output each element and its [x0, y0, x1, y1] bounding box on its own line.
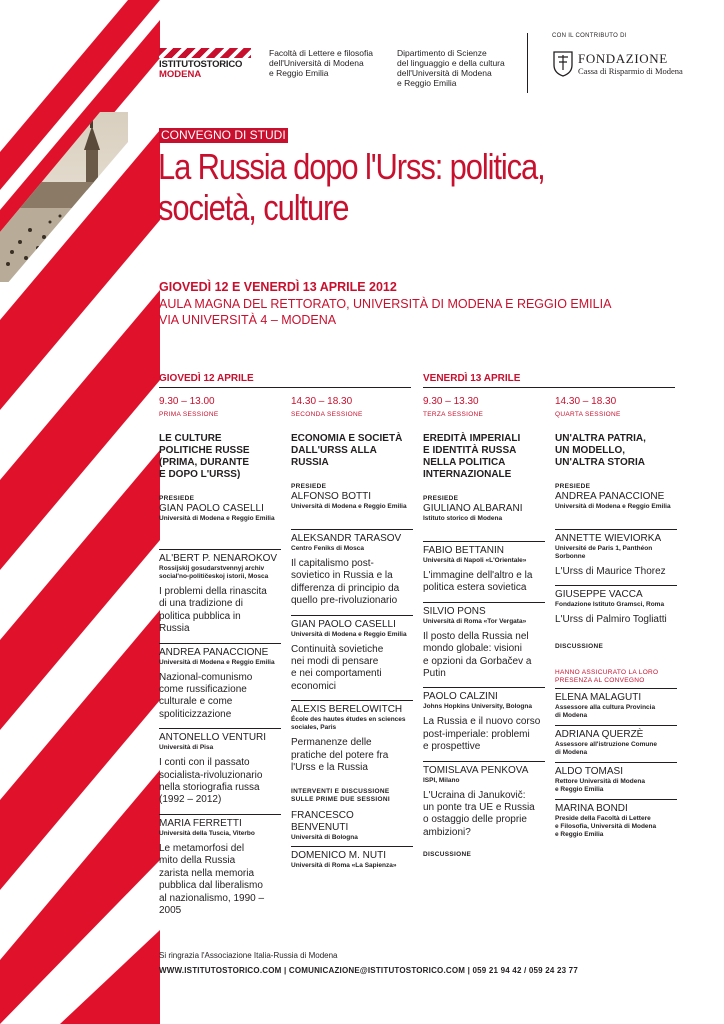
talk-title-line: al nazionalismo, 1990 – [159, 892, 265, 904]
speaker-name: MARIA FERRETTI [159, 817, 242, 829]
guest-role: Rettore Università di Modena [555, 777, 645, 785]
talk-title-line: Putin [423, 668, 446, 680]
guest-role: e Reggio Emilia [555, 830, 604, 838]
talk-title-line: L'immagine dell'altro e la [423, 570, 533, 581]
speaker-entry [291, 615, 413, 694]
foundation-name: FONDAZIONE [578, 51, 668, 66]
guest-role: e Reggio Emilia [555, 785, 604, 793]
speaker-entry [291, 529, 413, 608]
talk-title-line: post-imperiale: problemi [423, 728, 530, 740]
discussion-label: DISCUSSIONE [555, 642, 604, 650]
talk-title-line: zarista nella memoria [159, 867, 255, 879]
speaker-name: FABIO BETTANIN [423, 545, 504, 556]
session-time: 9.30 – 13.30 [423, 396, 479, 407]
speaker-entry [555, 585, 677, 626]
event-title [158, 146, 545, 228]
contribution-label: CON IL CONTRIBUTO DI [552, 33, 627, 39]
day-header-friday: VENERDÌ 13 APRILE [423, 373, 675, 388]
discussion-label [291, 788, 413, 804]
faculty-text [269, 48, 373, 78]
speaker-affiliation: Università di Pisa [159, 744, 214, 752]
speaker-affiliation: Johns Hopkins University, Bologna [423, 703, 532, 711]
talk-title-line: pubblica dal liberalismo [159, 880, 263, 892]
talk-title-line: come russificazione [159, 684, 247, 696]
talk-title [159, 843, 281, 917]
intervention-affiliation: Università di Bologna [291, 834, 358, 842]
guests-label [555, 669, 677, 685]
speaker-affiliation: ISPI, Milano [423, 776, 460, 784]
speaker-entry [159, 549, 281, 636]
talk-title-line: pratiche del potere fra [291, 749, 389, 761]
speaker-affiliation: École des hautes études en sciences [291, 716, 406, 724]
talk-title-line: e prospettive [423, 741, 481, 753]
event-type-tag: CONVEGNO DI STUDI [161, 128, 286, 142]
guest-entry [555, 799, 677, 839]
chair-label: PRESIEDE [159, 495, 195, 502]
session-title [423, 433, 545, 481]
talk-title-line: L'Urss di Maurice Thorez [555, 566, 666, 577]
speaker-affiliation: Centro Feniks di Mosca [291, 545, 364, 552]
talk-title [423, 631, 545, 681]
talk-title-line: I conti con il passato [159, 757, 250, 769]
speaker-name: PAOLO CALZINI [423, 691, 498, 703]
guest-role: di Modena [555, 711, 588, 719]
speaker-affiliation: Università di Napoli «L'Orientale» [423, 557, 527, 564]
talk-title-line: politica pubblica in [159, 610, 241, 622]
acknowledgement: Si ringrazia l'Associazione Italia-Russia di Modena [159, 951, 338, 960]
guest-entry [555, 688, 677, 720]
chair-label: PRESIEDE [555, 483, 591, 490]
speaker-entry [555, 529, 677, 578]
discussion-label-line: SULLE PRIME DUE SESSIONI [291, 796, 390, 804]
speaker-affiliation: Fondazione Istituto Gramsci, Roma [555, 601, 665, 609]
email-link[interactable]: COMUNICAZIONE@ISTITUTOSTORICO.COM [288, 966, 466, 975]
speaker-entry [159, 728, 281, 807]
talk-title-line: Le metamorfosi del [159, 842, 245, 854]
talk-title-line: culturale e come [159, 696, 233, 708]
intervention-name: DOMENICO M. NUTI [291, 850, 386, 862]
venue-line: AULA MAGNA DEL RETTORATO, UNIVERSITÀ DI MODENA E REGGIO EMILIA [159, 297, 612, 311]
session-label: PRIMA SESSIONE [159, 411, 219, 418]
speaker-affiliation: Università di Roma «Tor Vergata» [423, 617, 527, 625]
chair-affiliation: Università di Modena e Reggio Emilia [159, 515, 275, 522]
contact-line [159, 966, 578, 975]
session-title-line: (PRIMA, DURANTE [159, 457, 249, 468]
talk-title-line: Nazional-comunismo [159, 671, 253, 683]
red-square-photo [0, 112, 128, 282]
department-line: del linguaggio e della cultura [397, 58, 505, 68]
session-title-line: UN'ALTRA STORIA [555, 457, 645, 468]
session-label: TERZA SESSIONE [423, 411, 484, 418]
address-line: VIA UNIVERSITÀ 4 – MODENA [159, 313, 337, 327]
department-line: dell'Università di Modena [397, 68, 492, 78]
session-column-2 [291, 396, 413, 870]
talk-title-line: Permanenze delle [291, 737, 372, 749]
talk-title [555, 614, 677, 626]
session-title-line: INTERNAZIONALE [423, 469, 512, 480]
session-time: 9.30 – 13.00 [159, 396, 215, 407]
talk-title-line: di una tradizione di [159, 598, 243, 610]
session-title [159, 433, 281, 481]
session-title [555, 433, 677, 469]
talk-title-line: L'Urss di Palmiro Togliatti [555, 614, 667, 626]
talk-title [555, 566, 677, 578]
speaker-entry [159, 814, 281, 917]
speaker-entry [423, 761, 545, 840]
chair-affiliation: Istituto storico di Modena [423, 515, 503, 522]
session-title-line: POLITICHE RUSSE [159, 445, 250, 456]
guest-entry [555, 725, 677, 757]
talk-title-line: socialista-rivoluzionario [159, 769, 263, 781]
logo-name-line1: ISTITUTOSTORICO [159, 59, 243, 70]
session-title-line: LE CULTURE [159, 433, 222, 444]
session-label: QUARTA SESSIONE [555, 411, 621, 418]
department-text [397, 48, 505, 88]
talk-title [159, 586, 281, 636]
talk-title [291, 558, 413, 608]
talk-title-line: nella storiografia russa [159, 782, 260, 794]
department-line: e Reggio Emilia [397, 78, 457, 88]
chair-name: ANDREA PANACCIONE [555, 491, 665, 502]
talk-title-line: I problemi della rinascita [159, 586, 267, 597]
talk-title-line: Il capitalismo post- [291, 558, 374, 569]
talk-title-line: Continuità sovietiche [291, 643, 384, 655]
talk-title-line: ambizioni? [423, 826, 471, 838]
talk-title-line: differenza di principio da [291, 582, 400, 594]
session-time: 14.30 – 18.30 [291, 396, 353, 407]
separator: | [283, 966, 289, 975]
talk-title-line: l'Urss e la Russia [291, 762, 368, 774]
speaker-entry [423, 541, 545, 595]
talk-title [423, 716, 545, 753]
talk-title-line: L'Ucraina di Janukovič: [423, 789, 526, 801]
speaker-affiliation: Rossijskij gosudarstvennyj archiv [159, 565, 265, 572]
intervention-entry [291, 810, 413, 842]
guest-name: ADRIANA QUERZÈ [555, 728, 644, 740]
department-line: Dipartimento di Scienze [397, 48, 487, 58]
speaker-name: ANDREA PANACCIONE [159, 646, 269, 658]
faculty-line: Facoltà di Lettere e filosofia [269, 48, 373, 58]
talk-title-line: nei modi di pensare [291, 656, 379, 668]
session-label: SECONDA SESSIONE [291, 411, 363, 418]
faculty-line: e Reggio Emilia [269, 68, 329, 78]
session-column-3 [423, 396, 545, 859]
talk-title [159, 672, 281, 722]
talk-title [291, 737, 413, 774]
foundation-subtitle: Cassa di Risparmio di Modena [578, 66, 683, 76]
session-title-line: UN'ALTRA PATRIA, [555, 433, 646, 444]
talk-title-line: La Russia e il nuovo corso [423, 716, 541, 728]
talk-title-line: spoliticizzazione [159, 708, 232, 720]
speaker-affiliation: sociales, Paris [291, 724, 337, 732]
day-header-thursday: GIOVEDÌ 12 APRILE [159, 373, 411, 388]
faculty-line: dell'Università di Modena [269, 58, 364, 68]
chair-affiliation: Università di Modena e Reggio Emilia [555, 503, 671, 510]
guest-role: di Modena [555, 748, 588, 756]
discussion-label: DISCUSSIONE [423, 851, 472, 859]
talk-title [423, 570, 545, 595]
speaker-affiliation: Università della Tuscia, Viterbo [159, 829, 255, 837]
speaker-affiliation: Université de Paris 1, Panthéon [555, 545, 653, 552]
speaker-name: GIUSEPPE VACCA [555, 589, 643, 601]
header-divider [527, 33, 528, 93]
website-link[interactable]: WWW.ISTITUTOSTORICO.COM [159, 966, 282, 975]
guest-role: Assessore alla cultura Provincia [555, 703, 656, 711]
logo-stripe-bar [159, 48, 251, 58]
speaker-affiliation: Università di Modena e Reggio Emilia [159, 658, 275, 666]
discussion-label-line: INTERVENTI E DISCUSSIONE [291, 788, 390, 796]
event-venue [159, 296, 611, 328]
talk-title-line: politica estera sovietica [423, 582, 527, 594]
separator: | [467, 966, 473, 975]
speaker-entry [159, 643, 281, 722]
guests-label-line: PRESENZA AL CONVEGNO [555, 676, 645, 684]
logo-name-line2: MODENA [159, 69, 202, 80]
title-line-1: La Russia dopo l'Urss: politica, [158, 146, 545, 187]
talk-title-line: un ponte tra UE e Russia [423, 802, 535, 814]
guest-role: Preside della Facoltà di Lettere [555, 814, 651, 822]
session-column-1 [159, 396, 281, 917]
intervention-affiliation: Università di Roma «La Sapienza» [291, 862, 397, 870]
chair-name: GIAN PAOLO CASELLI [159, 503, 264, 514]
session-title-line: EREDITÀ IMPERIALI [423, 433, 521, 444]
chair-label: PRESIEDE [423, 495, 459, 502]
guest-name: ALDO TOMASI [555, 765, 623, 777]
chair-name: ALFONSO BOTTI [291, 491, 372, 502]
speaker-entry [423, 602, 545, 681]
session-title-line: ECONOMIA E SOCIETÀ [291, 433, 403, 444]
guest-name: ELENA MALAGUTI [555, 691, 642, 703]
chair-label: PRESIEDE [291, 483, 327, 490]
talk-title [159, 757, 281, 807]
event-dates: GIOVEDÌ 12 E VENERDÌ 13 APRILE 2012 [159, 280, 397, 294]
session-title-line: E IDENTITÀ RUSSA [423, 445, 517, 456]
talk-title-line: economici [291, 680, 337, 692]
guest-entry [555, 762, 677, 794]
talk-title-line: mito della Russia [159, 855, 236, 867]
talk-title-line: Il posto della Russia nel [423, 630, 529, 642]
session-column-4 [555, 396, 677, 839]
speaker-name: ALEXIS BERELOWITCH [291, 704, 403, 716]
speaker-affiliation: social'no-političeskoj istorii, Mosca [159, 573, 269, 580]
phone-number: 059 21 94 42 / 059 24 23 77 [472, 966, 578, 975]
speaker-name: ALEKSANDR TARASOV [291, 533, 402, 544]
speaker-entry [423, 687, 545, 753]
session-title-line: RUSSIA [291, 457, 329, 468]
talk-title-line: Russia [159, 623, 190, 635]
speaker-name: ANNETTE WIEVIORKA [555, 533, 662, 544]
speaker-name: SILVIO PONS [423, 605, 486, 617]
talk-title [291, 644, 413, 694]
istituto-storico-logo [159, 48, 251, 80]
guest-role: e Filosofia, Università di Modena [555, 822, 657, 830]
guests-label-line: HANNO ASSICURATO LA LORO [555, 668, 659, 676]
talk-title-line: e nei comportamenti [291, 668, 382, 680]
speaker-entry [291, 700, 413, 774]
speaker-name: AL'BERT P. NENAROKOV [159, 553, 278, 564]
talk-title-line: mondo globale: visioni [423, 643, 522, 655]
speaker-affiliation: Università di Modena e Reggio Emilia [291, 630, 407, 638]
session-title-line: DALL'URSS ALLA [291, 445, 377, 456]
speaker-name: ANTONELLO VENTURI [159, 732, 267, 744]
speaker-name: GIAN PAOLO CASELLI [291, 618, 396, 630]
chair-name: GIULIANO ALBARANI [423, 503, 523, 514]
chair-affiliation: Università di Modena e Reggio Emilia [291, 503, 407, 510]
talk-title-line: e opzioni da Gorbačev a [423, 655, 532, 667]
session-title [291, 433, 413, 469]
talk-title [423, 790, 545, 840]
session-title-line: NELLA POLITICA [423, 457, 506, 468]
title-line-2: società, culture [158, 187, 349, 228]
foundation-crest-icon [552, 50, 574, 77]
talk-title-line: quello pre-rivoluzionario [291, 595, 398, 607]
session-title-line: E DOPO L'URSS) [159, 469, 241, 480]
speaker-name: TOMISLAVA PENKOVA [423, 764, 529, 776]
intervention-name: FRANCESCO BENVENUTI [291, 810, 354, 834]
talk-title-line: o ostaggio delle proprie [423, 814, 527, 826]
talk-title-line: 2005 [159, 904, 182, 916]
session-title-line: UN MODELLO, [555, 445, 625, 456]
guest-name: MARINA BONDI [555, 802, 628, 814]
guest-role: Assessore all'istruzione Comune [555, 740, 657, 748]
session-time: 14.30 – 18.30 [555, 396, 617, 407]
speaker-affiliation: Sorbonne [555, 553, 586, 560]
intervention-entry [291, 846, 413, 870]
talk-title-line: (1992 – 2012) [159, 794, 222, 806]
talk-title-line: sovietico in Russia e la [291, 570, 393, 582]
